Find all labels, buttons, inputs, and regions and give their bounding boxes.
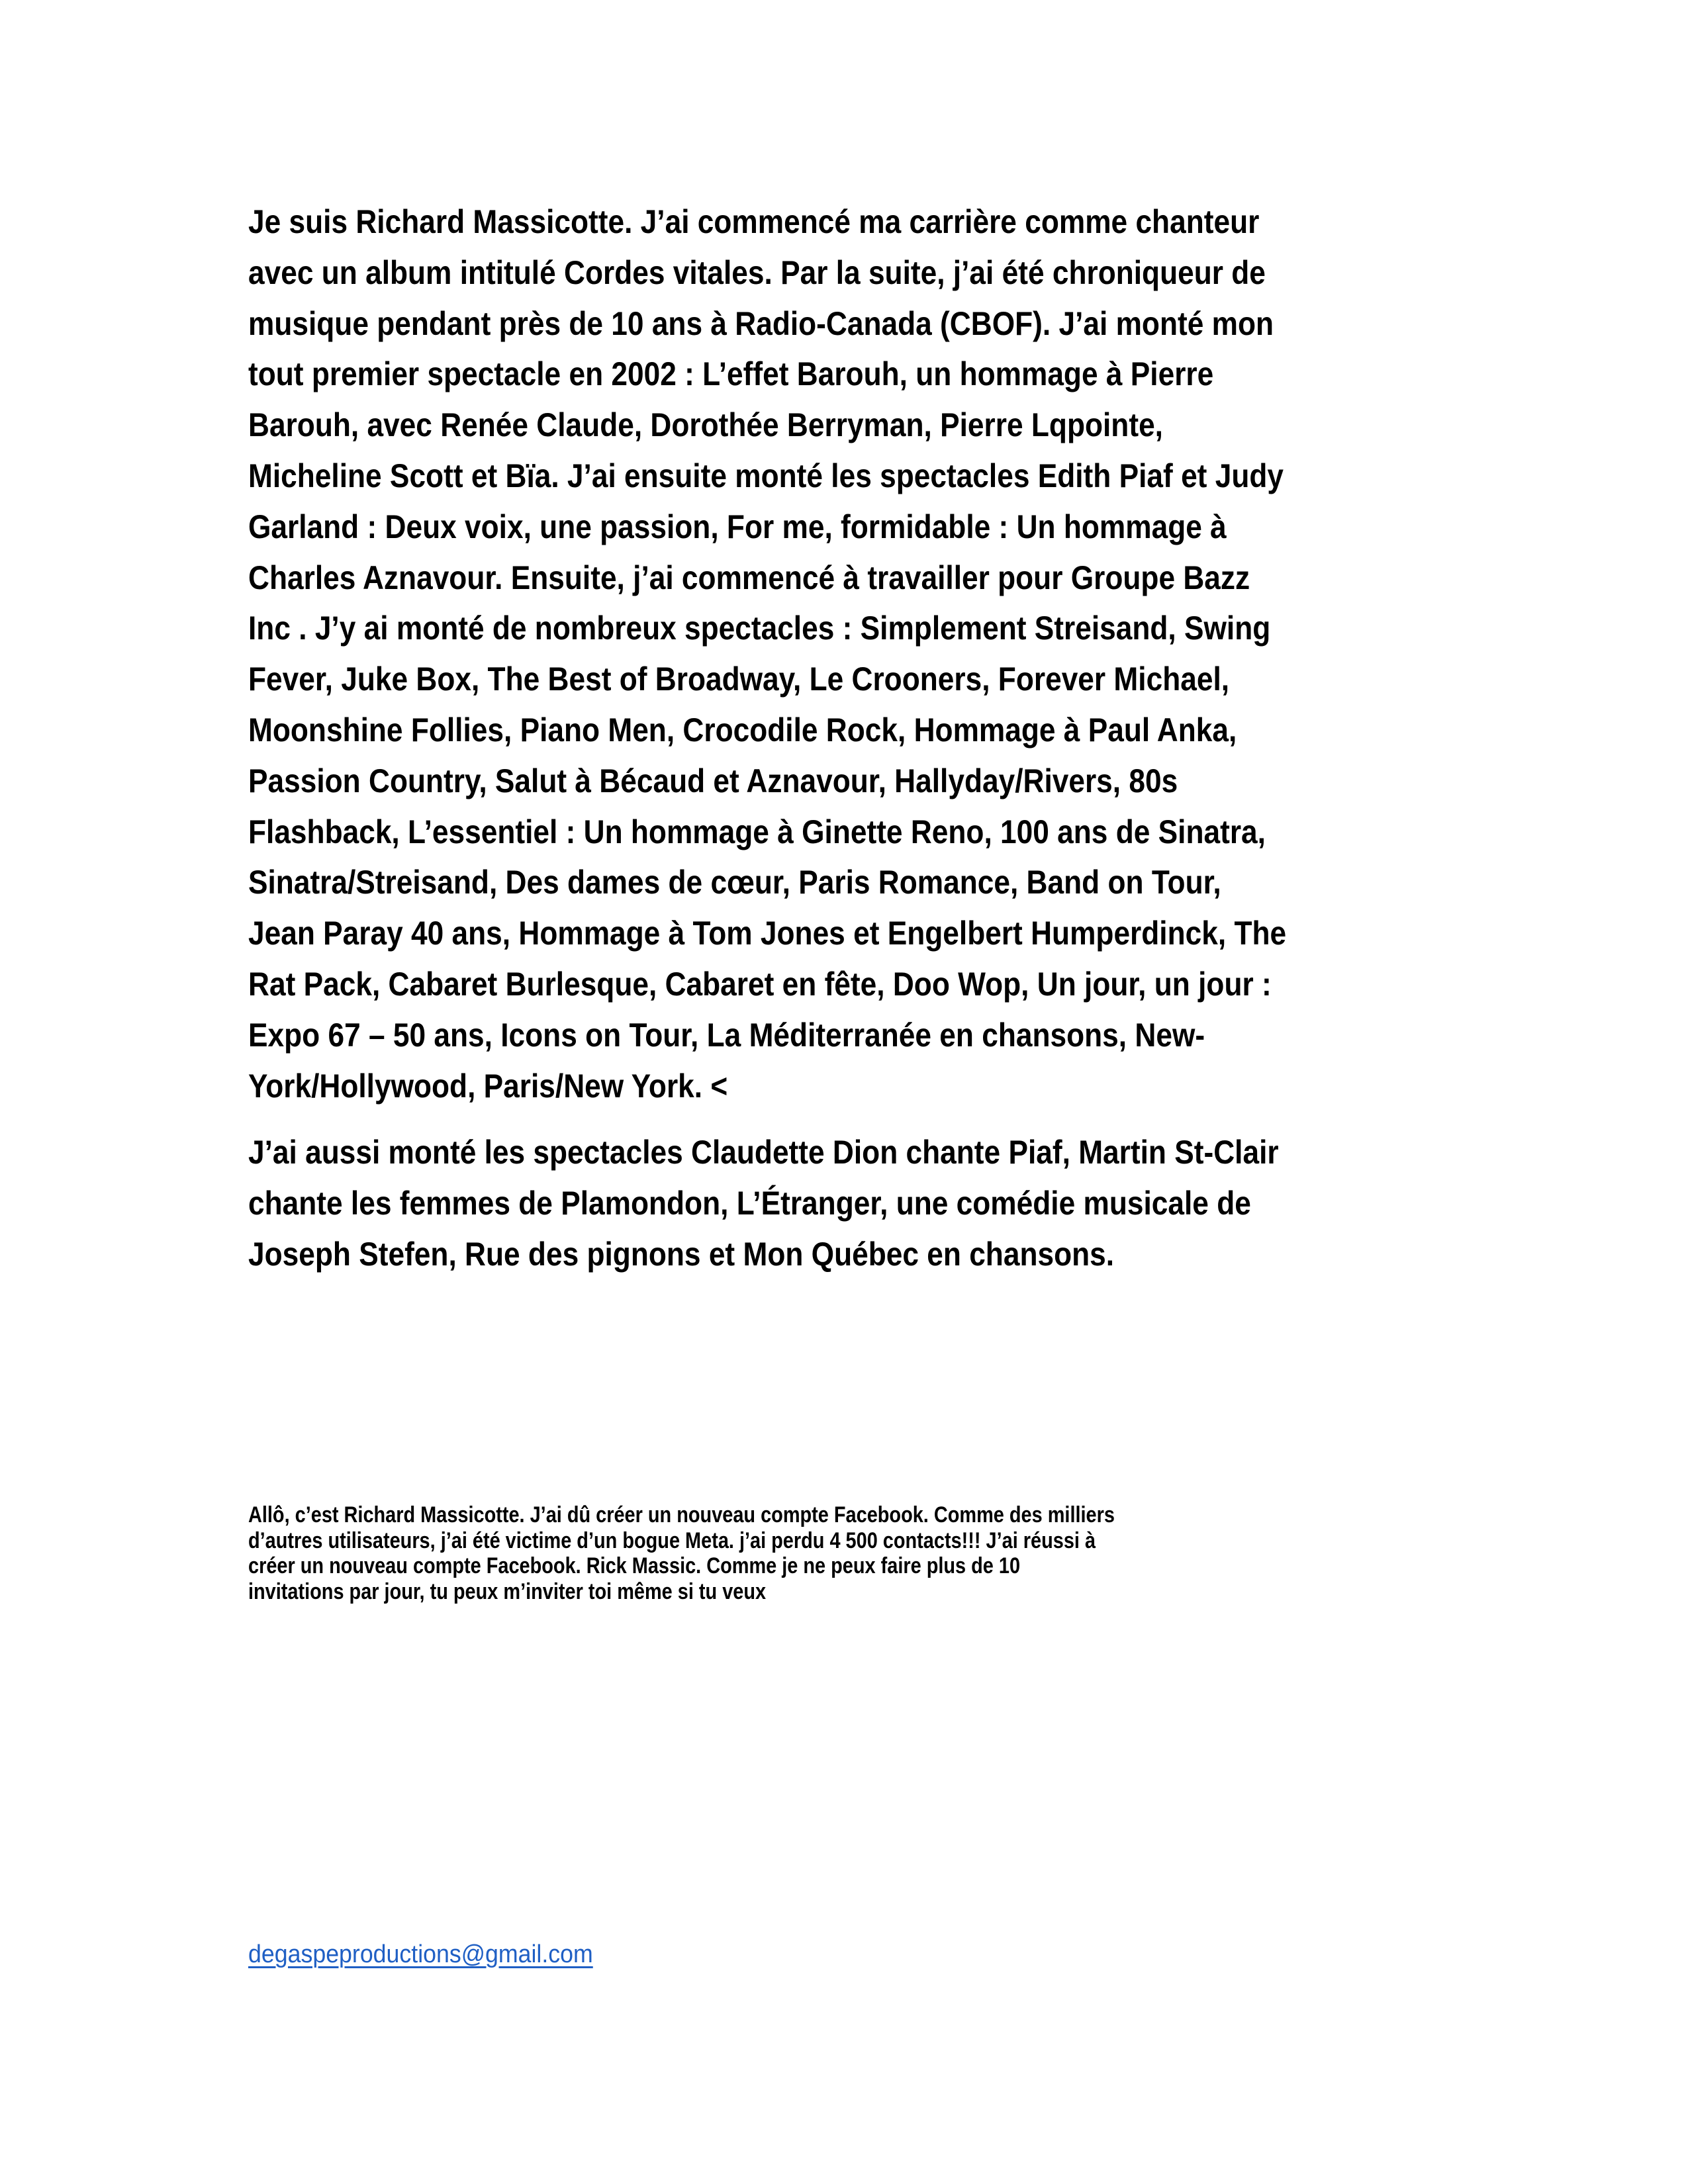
text-line: Allô, c’est Richard Massicotte. J’ai dû créer un nouveau compte Facebook. Comme des milliers [248, 1502, 1115, 1527]
text-line: Joseph Stefen, Rue des pignons et Mon Québec en chansons. [248, 1235, 1115, 1273]
text-line: York/Hollywood, Paris/New York. < [248, 1067, 728, 1105]
biography-paragraph [248, 197, 1440, 1111]
text-line: chante les femmes de Plamondon, L’Étranger, une comédie musicale de [248, 1184, 1251, 1222]
text-line: Jean Paray 40 ans, Hommage à Tom Jones et Engelbert Humperdinck, The [248, 915, 1287, 952]
text-line: Garland : Deux voix, une passion, For me, formidable : Un hommage à [248, 508, 1227, 545]
text-line: Barouh, avec Renée Claude, Dorothée Berryman, Pierre Lqpointe, [248, 406, 1163, 444]
text-line: Fever, Juke Box, The Best of Broadway, Le Crooners, Forever Michael, [248, 660, 1230, 698]
text-line: Sinatra/Streisand, Des dames de cœur, Paris Romance, Band on Tour, [248, 864, 1221, 901]
text-line: Moonshine Follies, Piano Men, Crocodile Rock, Hommage à Paul Anka, [248, 711, 1237, 749]
text-line: Je suis Richard Massicotte. J’ai commencé ma carrière comme chanteur [248, 203, 1260, 240]
text-line: Micheline Scott et Bïa. J’ai ensuite monté les spectacles Edith Piaf et Judy [248, 457, 1284, 494]
text-line: Charles Aznavour. Ensuite, j’ai commencé à travailler pour Groupe Bazz [248, 559, 1250, 596]
text-line: tout premier spectacle en 2002 : L’effet Barouh, un hommage à Pierre [248, 355, 1214, 393]
text-line: d’autres utilisateurs, j’ai été victime d’un bogue Meta. j’ai perdu 4 500 contacts!!! J’ai réussi à [248, 1527, 1096, 1553]
text-line: invitations par jour, tu peux m’inviter toi même si tu veux [248, 1578, 767, 1604]
text-line: musique pendant près de 10 ans à Radio-Canada (CBOF). J’ai monté mon [248, 304, 1274, 342]
email-link[interactable]: degaspeproductions@gmail.com [248, 1940, 593, 1968]
text-line: Flashback, L’essentiel : Un hommage à Ginette Reno, 100 ans de Sinatra, [248, 813, 1266, 850]
text-line: Expo 67 – 50 ans, Icons on Tour, La Méditerranée en chansons, New- [248, 1016, 1205, 1054]
facebook-notice-paragraph [248, 1502, 1440, 1604]
additional-shows-paragraph [248, 1127, 1440, 1279]
text-line: Passion Country, Salut à Bécaud et Aznavour, Hallyday/Rivers, 80s [248, 762, 1178, 799]
text-line: créer un nouveau compte Facebook. Rick Massic. Comme je ne peux faire plus de 10 [248, 1553, 1021, 1578]
text-line: Rat Pack, Cabaret Burlesque, Cabaret en fête, Doo Wop, Un jour, un jour : [248, 965, 1272, 1003]
text-line: avec un album intitulé Cordes vitales. Par la suite, j’ai été chroniqueur de [248, 253, 1266, 291]
text-line: Inc . J’y ai monté de nombreux spectacles : Simplement Streisand, Swing [248, 610, 1271, 647]
text-line: J’ai aussi monté les spectacles Claudette Dion chante Piaf, Martin St-Clair [248, 1134, 1279, 1171]
